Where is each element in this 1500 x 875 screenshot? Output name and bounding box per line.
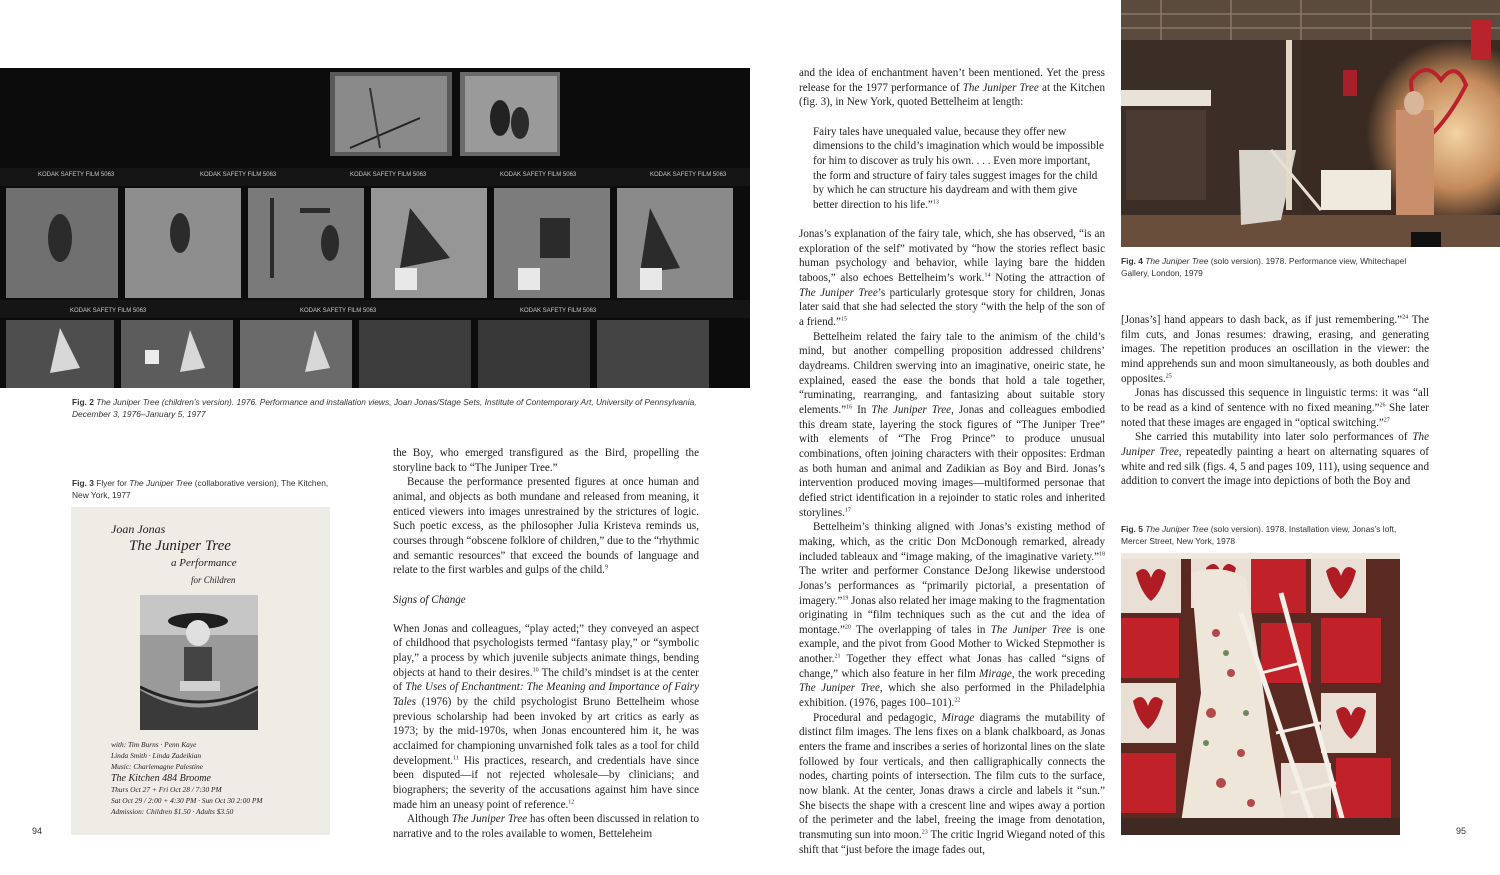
paragraph: Procedural and pedagogic, Mirage diagrams the mutability of distinct film images. The lens fixes on a blank chalkboard, as Jonas enters the frame and inscribes a series of horizontal lines on the slate followed by four verticals, and then calligraphically connects the nodes, charting points of intersection. The film cuts to the surface, now blank. At the center, Jonas draws a circle and labels it “sun.” She bisects the shape with a crescent line and wipes away a portion of the perimeter and the label, freeing the image from denotation, transmuting sun into moon.$^{23}$ The critic Ingrid Wiegand noted of this shift that “just before the image fades out, bbox=[799, 711, 1105, 856]
flyer-image bbox=[71, 507, 330, 835]
fig-label: Fig. 5 bbox=[1121, 524, 1143, 534]
paragraph: Although The Juniper Tree has often been discussed in relation to narrative and to the roles available to women, Betteleheim bbox=[393, 813, 699, 840]
contact-sheet-photo bbox=[0, 68, 750, 388]
paragraph: Because the performance presented figures at once human and animal, and objects as both mundane and released from meaning, it enticed viewers into images unrestrained by the strictures of logic. Such poetic excess, as the philosopher Julia Kristeva reminds us, courses through “obscene folklore of children,” due to the “rhythmic and semantic resources” that exceed the bounds of language and relate to the first warbles and gulps of the child.$^9$ bbox=[393, 476, 699, 577]
block-quote: Fairy tales have unequaled value, because they offer new dimensions to the child’s imagination which would be impossible for him to discover as truly his own. . . . Even more important, the form and structure of fairy tales suggest images for the child by which he can structure his daydream and with them give better direction to his life.”$^{13}$ bbox=[813, 125, 1104, 211]
svg-text:KODAK SAFETY FILM 5063: KODAK SAFETY FILM 5063 bbox=[300, 308, 377, 314]
paragraph: Bettelheim related the fairy tale to the animism of the child’s mind, but another compelling proposition addressed childrens’ daydreams. Children swerving into an imaginative, oneiric state, he explained, eased the ease the bonds that hold a tale together, “ruminating, rearranging, and fantasizing about suitable story elements.”$^{16}$ In The Juniper Tree, Jonas and colleagues embodied this dream state, layering the stock figures of “The Juniper Tree” with elements of “The Frog Prince” to produce unusual combinations, often joining characters with their opposites: Erdman as both human and animal and Zadikian as Boy and Bird. Jonas’s intervention produced moving images—multiformed personae that defied strict identification in a rejoinder to static roles and inherited storylines.$^{17}$ bbox=[799, 330, 1105, 519]
fig-label: Fig. 2 bbox=[72, 397, 94, 407]
flyer-handwritten-title: Joan Jonas The Juniper Tree a Performance for Children bbox=[111, 522, 237, 585]
paragraph: the Boy, who emerged transfigured as the Bird, propelling the storyline back to “The Juniper Tree.” bbox=[393, 447, 699, 474]
text-column-3 bbox=[1121, 313, 1429, 489]
text-column-2 bbox=[799, 66, 1105, 857]
page-number-right: 95 bbox=[1456, 826, 1467, 836]
paragraph: Jonas’s explanation of the fairy tale, which, she has observed, “is an exploration of the self” motivated by “how the stories reflect basic human psychology and behavior, while laying bare the hidden taboos,” also echoes Bettelheim’s work.$^{14}$ Noting the attraction of The Juniper Tree’s particularly grotesque story for children, Jonas later said that she had selected the story “with the help of the son of a friend.”$^{15}$ bbox=[799, 228, 1105, 329]
svg-text:KODAK SAFETY FILM 5063: KODAK SAFETY FILM 5063 bbox=[650, 172, 727, 178]
paragraph: Jonas has discussed this sequence in linguistic terms: it was “all to be read as a kind of sentence with no fixed meaning.”$^{26}$ She later noted that these images are engaged in “optical switching.”$^{27}$ bbox=[1121, 387, 1429, 429]
fig4-caption: Fig. 4 The Juniper Tree (solo version). 1978. Performance view, Whitechapel Gallery, London, 1979 bbox=[1121, 256, 1407, 278]
paragraph: [Jonas’s] hand appears to dash back, as if just remembering.”$^{24}$ The film cuts, and Jonas resumes: drawing, erasing, and generating images. The repetition produces an oscillation in the viewer: the mind apprehends sun and moon simultaneously, as both doubles and opposites.$^{25}$ bbox=[1121, 314, 1429, 385]
paragraph: When Jonas and colleagues, “play acted;” they conveyed an aspect of childhood that psychologists termed “fantasy play,” or “symbolic play,” a process by which juvenile subjects animate things, bending objects at hand to their desires.$^{10}$ The child’s mindset is at the center of The Uses of Enchantment: The Meaning and Importance of Fairy Tales (1976) by the child psychologist Bruno Bettelheim whose previous scholarship had been invoked by art critics as early as 1973; by the mid-1970s, when Jonas encountered him it, he was acclaimed for championing unvarnished folk tales as a tool for child development.$^{11}$ His practices, research, and credentials have since been disputed—if not rejected wholesale—by clinicians; and biographers; the severity of the accusations against him have since made him an uneasy point of reference.$^{12}$ bbox=[393, 622, 699, 811]
performance-photo bbox=[1121, 0, 1500, 247]
fig-title: The Juniper Tree bbox=[96, 397, 160, 407]
svg-text:KODAK SAFETY FILM 5063: KODAK SAFETY FILM 5063 bbox=[200, 172, 277, 178]
fig-title: The Juniper Tree bbox=[129, 478, 193, 488]
fig-title: The Juniper Tree bbox=[1145, 524, 1209, 534]
flyer-credits: with: Tim Burns · Penn Kaye Linda Smith · Linda Zadeikian Music: Charlemagne Palestine The Kitchen 484 Broome Thurs Oct 27 + Fri Oct 28 / 7:30 PM Sat Oct 29 / 2:00 + 4:30 PM · Sun Oct 30 2:00 PM Admission: Children $1.50 · Adults $3.50 bbox=[111, 740, 263, 817]
paragraph: and the idea of enchantment haven’t been mentioned. Yet the press release for the 1977 performance of The Juniper Tree at the Kitchen (fig. 3), in New York, quoted Bettelheim at length: bbox=[799, 67, 1106, 109]
fig3-caption: Fig. 3 Flyer for The Juniper Tree (collaborative version), The Kitchen, New York, 1977 bbox=[72, 478, 329, 500]
installation-photo bbox=[1121, 553, 1400, 835]
svg-text:KODAK SAFETY FILM 5063: KODAK SAFETY FILM 5063 bbox=[500, 172, 577, 178]
paragraph: Bettelheim’s thinking aligned with Jonas’s existing method of making, which, as the critic Don McDonough remarked, already included tableaux and “image making, of the imaginative variety.”$^{18}$ The writer and performer Constance DeJong likewise understood Jonas’s performances as “primarily pictorial, a presentation of imagery.”$^{19}$ Jonas also related her image making to the fragmentation originating in “film techniques such as the cut and the idea of montage.”$^{20}$ The overlapping of tales in The Juniper Tree is one example, and the pivot from Good Mother to Wicked Stepmother is another.$^{21}$ Together they effect what Jonas has called “signs of change,” which also feature in her film Mirage, the work preceding The Juniper Tree, which she also performed in the Philadelphia exhibition. (1976, pages 100–101).$^{22}$ bbox=[799, 521, 1105, 710]
paragraph: She carried this mutability into later solo performances of The Juniper Tree, repeatedly painting a heart on alternating squares of white and red silk (figs. 4, 5 and pages 109, 111), using sequence and addition to convert the image into depictions of both the Boy and bbox=[1121, 431, 1429, 488]
svg-text:KODAK SAFETY FILM 5063: KODAK SAFETY FILM 5063 bbox=[38, 172, 115, 178]
svg-text:KODAK SAFETY FILM 5063: KODAK SAFETY FILM 5063 bbox=[70, 308, 147, 314]
text-column-1 bbox=[393, 446, 699, 842]
fig-label: Fig. 3 bbox=[72, 478, 94, 488]
fig2-caption: Fig. 2 The Juniper Tree (children’s version). 1976. Performance and installation views, Joan Jonas/Stage Sets, Institute of Contemporary Art, University of Pennsylvania, December 3, 1976–January 5, 1977 bbox=[72, 397, 697, 419]
fig5-caption: Fig. 5 The Juniper Tree (solo version). 1978. Installation view, Jonas’s loft, Mercer Street, New York, 1978 bbox=[1121, 524, 1397, 546]
section-heading: Signs of Change bbox=[393, 593, 466, 606]
svg-text:KODAK SAFETY FILM 5063: KODAK SAFETY FILM 5063 bbox=[520, 308, 597, 314]
svg-text:KODAK SAFETY FILM 5063: KODAK SAFETY FILM 5063 bbox=[350, 172, 427, 178]
flyer-child-photo bbox=[140, 595, 258, 730]
page-number-left: 94 bbox=[32, 826, 43, 836]
fig-title: The Juniper Tree bbox=[1145, 256, 1209, 266]
fig-label: Fig. 4 bbox=[1121, 256, 1143, 266]
